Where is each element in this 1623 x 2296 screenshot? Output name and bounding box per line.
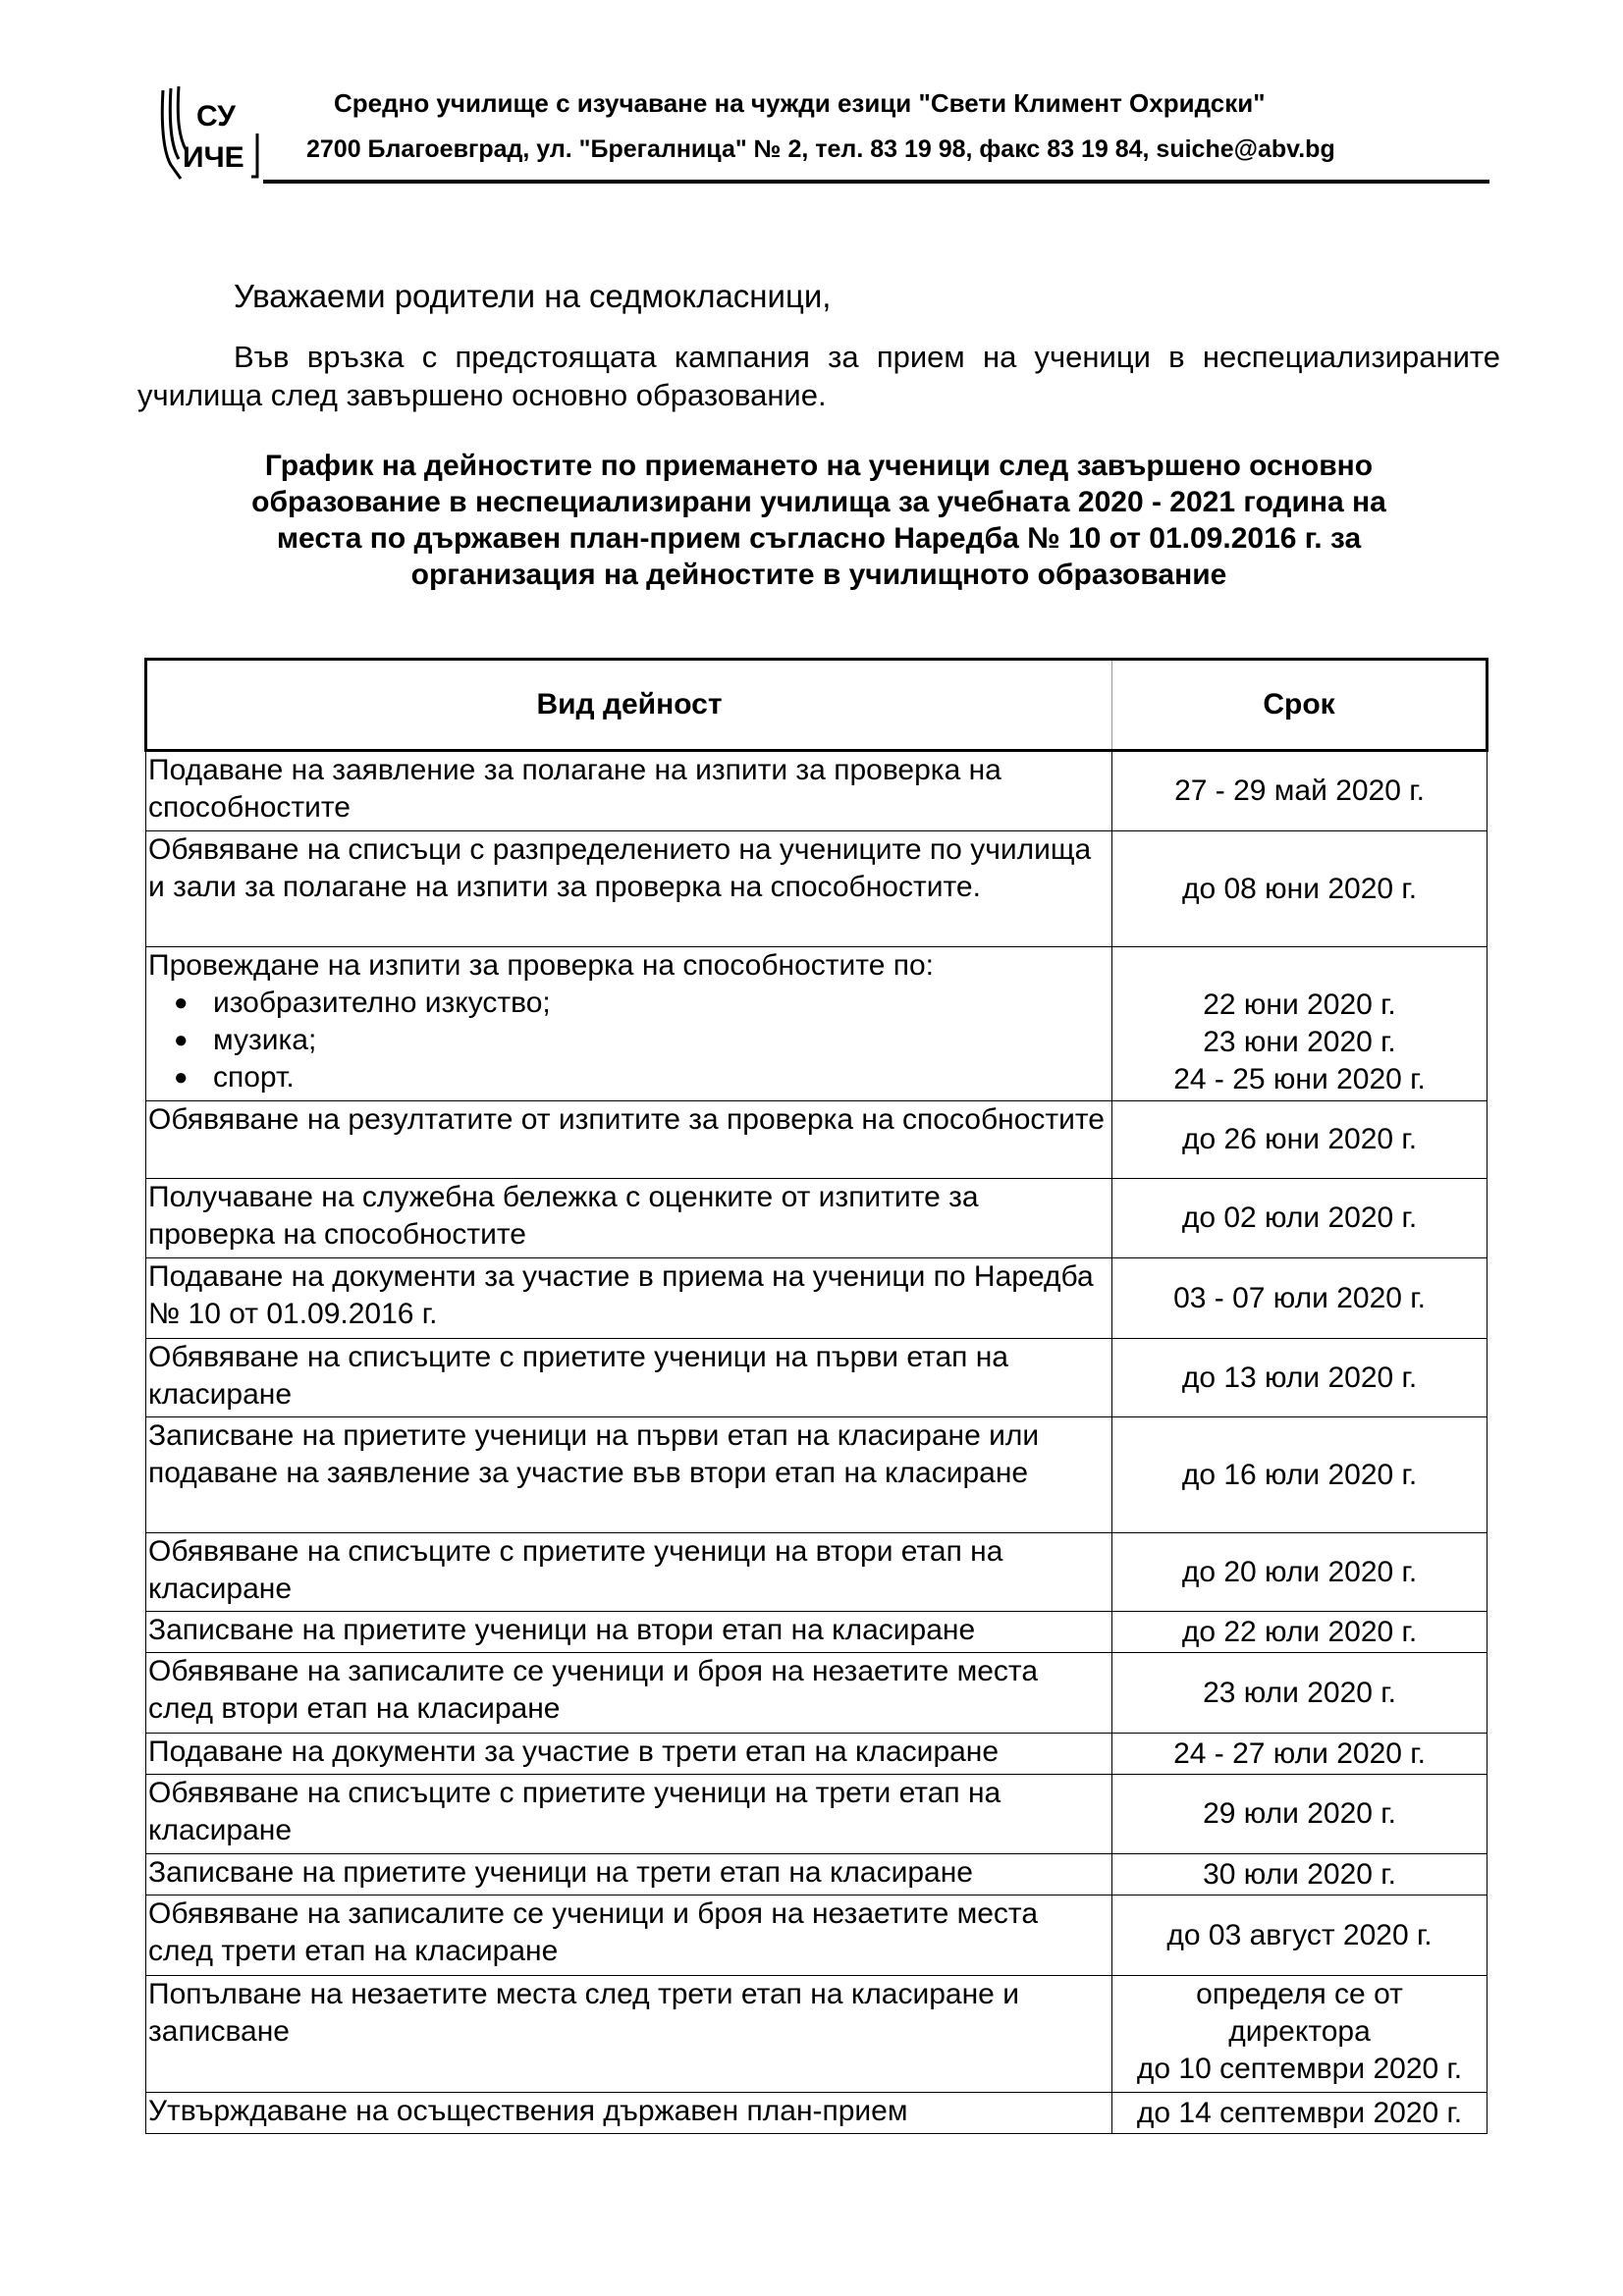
activity-cell: Обявяване на резултатите от изпитите за проверка на способностите — [146, 1101, 1112, 1179]
letterhead — [157, 77, 1489, 187]
school-logo — [157, 82, 261, 181]
activity-text: Провеждане на изпити за проверка на способностите по: — [148, 949, 934, 982]
header-activity: Вид дейност — [146, 660, 1112, 751]
deadline-line: 22 юни 2020 г. — [1203, 988, 1396, 1021]
logo-text-bottom: ИЧЕ — [183, 141, 244, 174]
list-item: ● изобразително изкуство; — [174, 985, 1109, 1022]
list-item: ● музика; — [174, 1022, 1109, 1059]
deadline-cell: до 20 юли 2020 г. — [1112, 1533, 1488, 1612]
table-row — [146, 1734, 1488, 1775]
deadline-line: 24 - 25 юни 2020 г. — [1173, 1063, 1426, 1095]
logo-text-top: СУ — [196, 100, 236, 133]
document-title — [137, 448, 1500, 593]
activity-cell: Обявяване на списъци с разпределението на учениците по училища и зали за полагане на изпити за проверка на способностите. — [146, 831, 1112, 947]
deadline-cell: 23 юли 2020 г. — [1112, 1653, 1488, 1734]
deadline-line: 23 юни 2020 г. — [1203, 1026, 1396, 1058]
table-row — [146, 831, 1488, 947]
header-rule — [263, 180, 1489, 184]
deadline-cell: до 02 юли 2020 г. — [1112, 1179, 1488, 1258]
table-row — [146, 947, 1488, 1101]
deadline-cell: до 14 септември 2020 г. — [1112, 2093, 1488, 2134]
activity-cell: Обявяване на списъците с приетите ученици на първи етап на класиране — [146, 1339, 1112, 1417]
deadline-cell: 30 юли 2020 г. — [1112, 1854, 1488, 1896]
deadline-line: до 10 септември 2020 г. — [1136, 2053, 1463, 2085]
table-row — [146, 1533, 1488, 1612]
activity-cell: Записване на приетите ученици на трети етап на класиране — [146, 1854, 1112, 1896]
activity-cell: Утвърждаване на осъществения държавен план-прием — [146, 2093, 1112, 2134]
table-row — [146, 1653, 1488, 1734]
deadline-cell: до 22 юли 2020 г. — [1112, 1612, 1488, 1653]
list-item: ● спорт. — [174, 1059, 1109, 1096]
table-row — [146, 1854, 1488, 1896]
deadline-cell: до 13 юли 2020 г. — [1112, 1339, 1488, 1417]
title-line: График на дейностите по приемането на ученици след завършено основно — [264, 450, 1374, 482]
deadline-cell: до 08 юни 2020 г. — [1112, 831, 1488, 947]
table-row — [146, 2093, 1488, 2134]
deadline-cell — [1112, 947, 1488, 1101]
title-line: образование в неспециализирани училища за учебната 2020 - 2021 година на — [251, 486, 1386, 518]
table-row — [146, 1101, 1488, 1179]
table-row — [146, 1258, 1488, 1339]
activity-cell: Подаване на документи за участие в приема на ученици по Наредба № 10 от 01.09.2016 г. — [146, 1258, 1112, 1339]
title-line: места по държавен план-прием съгласно Наредба № 10 от 01.09.2016 г. за — [276, 522, 1362, 555]
table-row — [146, 1612, 1488, 1653]
deadline-cell: 27 - 29 май 2020 г. — [1112, 751, 1488, 831]
deadline-line: определя се от — [1196, 1978, 1403, 2010]
activity-cell — [146, 947, 1112, 1101]
activity-cell: Обявяване на записалите се ученици и броя на незаетите места след трети етап на класиране — [146, 1896, 1112, 1976]
activity-cell: Обявяване на записалите се ученици и броя на незаетите места след втори етап на класиране — [146, 1653, 1112, 1734]
activity-cell: Обявяване на списъците с приетите ученици на трети етап на класиране — [146, 1775, 1112, 1854]
school-address: 2700 Благоевград, ул. "Брегалница" № 2, тел. 83 19 98, факс 83 19 84, suiche@abv.bg — [306, 135, 1335, 163]
deadline-line: директора — [1228, 2015, 1371, 2048]
activity-cell: Получаване на служебна бележка с оценките от изпитите за проверка на способностите — [146, 1179, 1112, 1258]
deadline-cell: 29 юли 2020 г. — [1112, 1775, 1488, 1854]
activity-cell: Обявяване на списъците с приетите ученици на втори етап на класиране — [146, 1533, 1112, 1612]
title-line: организация на дейностите в училищното образование — [410, 559, 1227, 591]
deadline-cell: до 03 август 2020 г. — [1112, 1896, 1488, 1976]
intro-paragraph: Във връзка с предстоящата кампания за прием на ученици в неспециализираните училища след завършено основно образование. — [137, 340, 1500, 412]
activity-cell: Записване на приетите ученици на първи етап на класиране или подаване на заявление за участие във втори етап на класиране — [146, 1417, 1112, 1533]
deadline-cell: 24 - 27 юли 2020 г. — [1112, 1734, 1488, 1775]
table-row — [146, 1775, 1488, 1854]
school-logo-icon — [157, 82, 261, 181]
header-deadline: Срок — [1112, 660, 1488, 751]
schedule-table — [144, 658, 1488, 2134]
activity-cell: Подаване на заявление за полагане на изпити за проверка на способностите — [146, 751, 1112, 831]
table-row — [146, 751, 1488, 831]
subject-list — [148, 985, 1109, 1096]
table-row — [146, 1339, 1488, 1417]
table-row — [146, 1896, 1488, 1976]
table-row — [146, 1179, 1488, 1258]
deadline-cell — [1112, 1976, 1488, 2093]
activity-cell: Попълване на незаетите места след трети етап на класиране и записване — [146, 1976, 1112, 2093]
salutation: Уважаеми родители на седмокласници, — [234, 278, 832, 314]
table-header-row — [146, 660, 1488, 751]
table-row — [146, 1417, 1488, 1533]
activity-cell: Подаване на документи за участие в трети етап на класиране — [146, 1734, 1112, 1775]
deadline-cell: до 26 юни 2020 г. — [1112, 1101, 1488, 1179]
deadline-cell: 03 - 07 юли 2020 г. — [1112, 1258, 1488, 1339]
school-name: Средно училище с изучаване на чужди езици "Свети Климент Охридски" — [334, 88, 1266, 118]
table-row — [146, 1976, 1488, 2093]
deadline-cell: до 16 юли 2020 г. — [1112, 1417, 1488, 1533]
activity-cell: Записване на приетите ученици на втори етап на класиране — [146, 1612, 1112, 1653]
